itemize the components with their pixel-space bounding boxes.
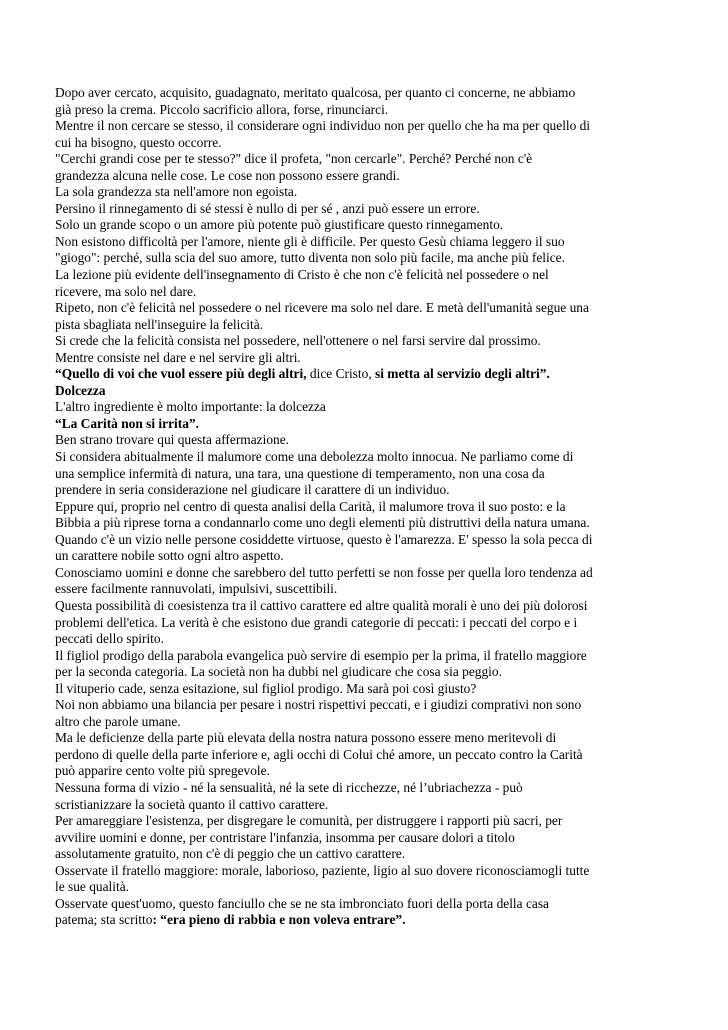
text-line <box>55 515 688 532</box>
body-text: assolutamente gratuito, non c'è di peggio che un cattivo carattere. <box>55 846 406 862</box>
body-text: Eppure qui, proprio nel centro di questa analisi della Carità, il malumore trova il suo posto: e la <box>55 498 566 514</box>
body-text: "giogo": perché, sulla scia del suo amore, tutto diventa non solo più facile, ma anche più felice. <box>55 250 565 266</box>
text-line <box>55 879 688 896</box>
text-line <box>55 615 688 632</box>
body-text: patema; sta scritto <box>55 912 153 928</box>
text-line <box>55 135 688 152</box>
text-line <box>55 366 688 383</box>
body-text: La sola grandezza sta nell'amore non egoista. <box>55 184 298 200</box>
body-text: avvilire uomini e donne, per contristare l'infanzia, insomma per causare dolori a titolo <box>55 829 515 845</box>
body-text: L'altro ingrediente è molto importante: la dolcezza <box>55 399 326 415</box>
text-line <box>55 830 688 847</box>
text-line <box>55 333 688 350</box>
body-text: Persino il rinnegamento di sé stessi è nullo di per sé , anzi può essere un errore. <box>55 200 480 216</box>
text-line <box>55 168 688 185</box>
text-line <box>55 151 688 168</box>
body-text: pista sbagliata nell'inseguire la felicità. <box>55 316 264 332</box>
text-line <box>55 399 688 416</box>
text-line <box>55 449 688 466</box>
bold-text: “La Carità non si irrita”. <box>55 415 199 431</box>
body-text: altro che parole umane. <box>55 713 181 729</box>
text-line <box>55 432 688 449</box>
text-line <box>55 284 688 301</box>
text-line <box>55 466 688 483</box>
body-text: già preso la crema. Piccolo sacrificio allora, forse, rinunciarci. <box>55 101 389 117</box>
text-line <box>55 217 688 234</box>
body-text: cui ha bisogno, questo occorre. <box>55 134 222 150</box>
body-text: Il figliol prodigo della parabola evangelica può servire di esempio per la prima, il fratello maggiore <box>55 647 587 663</box>
text-line <box>55 532 688 549</box>
body-text: Noi non abbiamo una bilancia per pesare i nostri rispettivi peccati, e i giudizi comprativi non sono <box>55 697 582 713</box>
body-text: Bibbia a più riprese torna a condannarlo come uno degli elementi più distruttivi della natura umana. <box>55 515 590 531</box>
bold-text: si metta al servizio degli altri”. <box>375 366 550 382</box>
body-text: problemi dell'etica. La verità è che esistono due grandi categorie di peccati: i peccati del corpo e i <box>55 614 578 630</box>
text-line <box>55 863 688 880</box>
text-line <box>55 681 688 698</box>
body-text: Dopo aver cercato, acquisito, guadagnato, meritato qualcosa, per quanto ci concerne, ne abbiamo <box>55 85 576 100</box>
text-line <box>55 747 688 764</box>
body-text: può apparire cento volte più spregevole. <box>55 763 270 779</box>
body-text: Questa possibilità di coesistenza tra il cattivo carattere ed altre qualità morali è uno dei più dolorosi <box>55 597 588 613</box>
text-line <box>55 763 688 780</box>
text-line <box>55 118 688 135</box>
text-line <box>55 548 688 565</box>
text-line <box>55 714 688 731</box>
body-text: peccati dello spirito. <box>55 631 164 647</box>
bold-text: “Quello di voi che vuol essere più degli altri, <box>55 366 307 382</box>
text-line <box>55 896 688 913</box>
body-text: essere facilmente rannuvolati, impulsivi, suscettibili. <box>55 581 338 597</box>
text-line <box>55 846 688 863</box>
body-text: le sue qualità. <box>55 879 129 895</box>
body-text: Conosciamo uomini e donne che sarebbero del tutto perfetti se non fosse per quella loro tendenza ad <box>55 564 593 580</box>
text-line <box>55 730 688 747</box>
text-line <box>55 234 688 251</box>
text-line <box>55 102 688 119</box>
body-text: Nessuna forma di vizio - né la sensualità, né la sete di ricchezze, né l’ubriachezza - può <box>55 779 523 795</box>
body-text: Solo un grande scopo o un amore più potente può giustificare questo rinnegamento. <box>55 217 504 233</box>
text-line <box>55 697 688 714</box>
body-text: Il vituperio cade, senza esitazione, sul figliol prodigo. Ma sarà poi così giusto? <box>55 680 477 696</box>
text-line <box>55 184 688 201</box>
body-text: Mentre consiste nel dare e nel servire gli altri. <box>55 349 301 365</box>
text-line <box>55 780 688 797</box>
text-line <box>55 565 688 582</box>
body-text: Si crede che la felicità consista nel possedere, nell'ottenere o nel farsi servire dal prossimo. <box>55 333 541 349</box>
body-text: perdono di quelle della parte inferiore e, agli occhi di Colui ché amore, un peccato contro la Carità <box>55 746 583 762</box>
text-line <box>55 85 688 102</box>
body-text: grandezza alcuna nelle cose. Le cose non possono essere grandi. <box>55 167 400 183</box>
body-text: Osservate il fratello maggiore: morale, laborioso, paziente, ligio al suo dovere riconosciamogli tutte <box>55 862 590 878</box>
bold-text: : “era pieno di rabbia e non voleva entrare”. <box>152 912 406 928</box>
body-text: Non esistono difficoltà per l'amore, niente gli è difficile. Per questo Gesù chiama leggero il suo <box>55 233 565 249</box>
body-text: prendere in seria considerazione nel giudicare il carattere di un individuo. <box>55 482 450 498</box>
text-line <box>55 581 688 598</box>
text-line <box>55 912 688 929</box>
body-text: dice Cristo, <box>306 366 376 382</box>
text-line <box>55 598 688 615</box>
text-line <box>55 648 688 665</box>
text-line <box>55 797 688 814</box>
body-text: Ripeto, non c'è felicità nel possedere o nel ricevere ma solo nel dare. E metà dell'umanità segue una <box>55 300 589 316</box>
body-text: "Cerchi grandi cose per te stesso?" dice il profeta, "non cercarle". Perché? Perché non c'è <box>55 151 533 167</box>
text-line <box>55 383 688 400</box>
text-line <box>55 499 688 516</box>
body-text: La lezione più evidente dell'insegnamento di Cristo è che non c'è felicità nel possedere o nel <box>55 267 549 283</box>
text-line <box>55 631 688 648</box>
text-line <box>55 482 688 499</box>
body-text: Ben strano trovare qui questa affermazione. <box>55 432 289 448</box>
body-text: una semplice infermità di natura, una tara, una questione di temperamento, non una cosa da <box>55 465 545 481</box>
body-text: Per amareggiare l'esistenza, per disgregare le comunità, per distruggere i rapporti più sacri, per <box>55 813 563 829</box>
body-text: Si considera abitualmente il malumore come una debolezza molto innocua. Ne parliamo come di <box>55 449 574 465</box>
body-text: Osservate quest'uomo, questo fanciullo che se ne sta imbronciato fuori della porta della casa <box>55 895 549 911</box>
body-text: Quando c'è un vizio nelle persone cosiddette virtuose, questo è l'amarezza. E' spesso la sola pecca di <box>55 531 593 547</box>
text-line <box>55 250 688 267</box>
body-text: Ma le deficienze della parte più elevata della nostra natura possono essere meno meritevoli di <box>55 730 557 746</box>
text-line <box>55 267 688 284</box>
bold-text: Dolcezza <box>55 382 106 398</box>
body-text: Mentre il non cercare se stesso, il considerare ogni individuo non per quello che ha ma per quello di <box>55 118 591 134</box>
text-line <box>55 813 688 830</box>
text-line <box>55 201 688 218</box>
text-line <box>55 300 688 317</box>
text-line <box>55 317 688 334</box>
body-text: scristianizzare la società quanto il cattivo carattere. <box>55 796 329 812</box>
text-line <box>55 350 688 367</box>
text-line <box>55 416 688 433</box>
body-text: un carattere nobile sotto ogni altro aspetto. <box>55 548 284 564</box>
body-text: per la seconda categoria. La società non ha dubbi nel giudicare che cosa sia peggio. <box>55 664 502 680</box>
body-text: ricevere, ma solo nel dare. <box>55 283 197 299</box>
text-line <box>55 664 688 681</box>
